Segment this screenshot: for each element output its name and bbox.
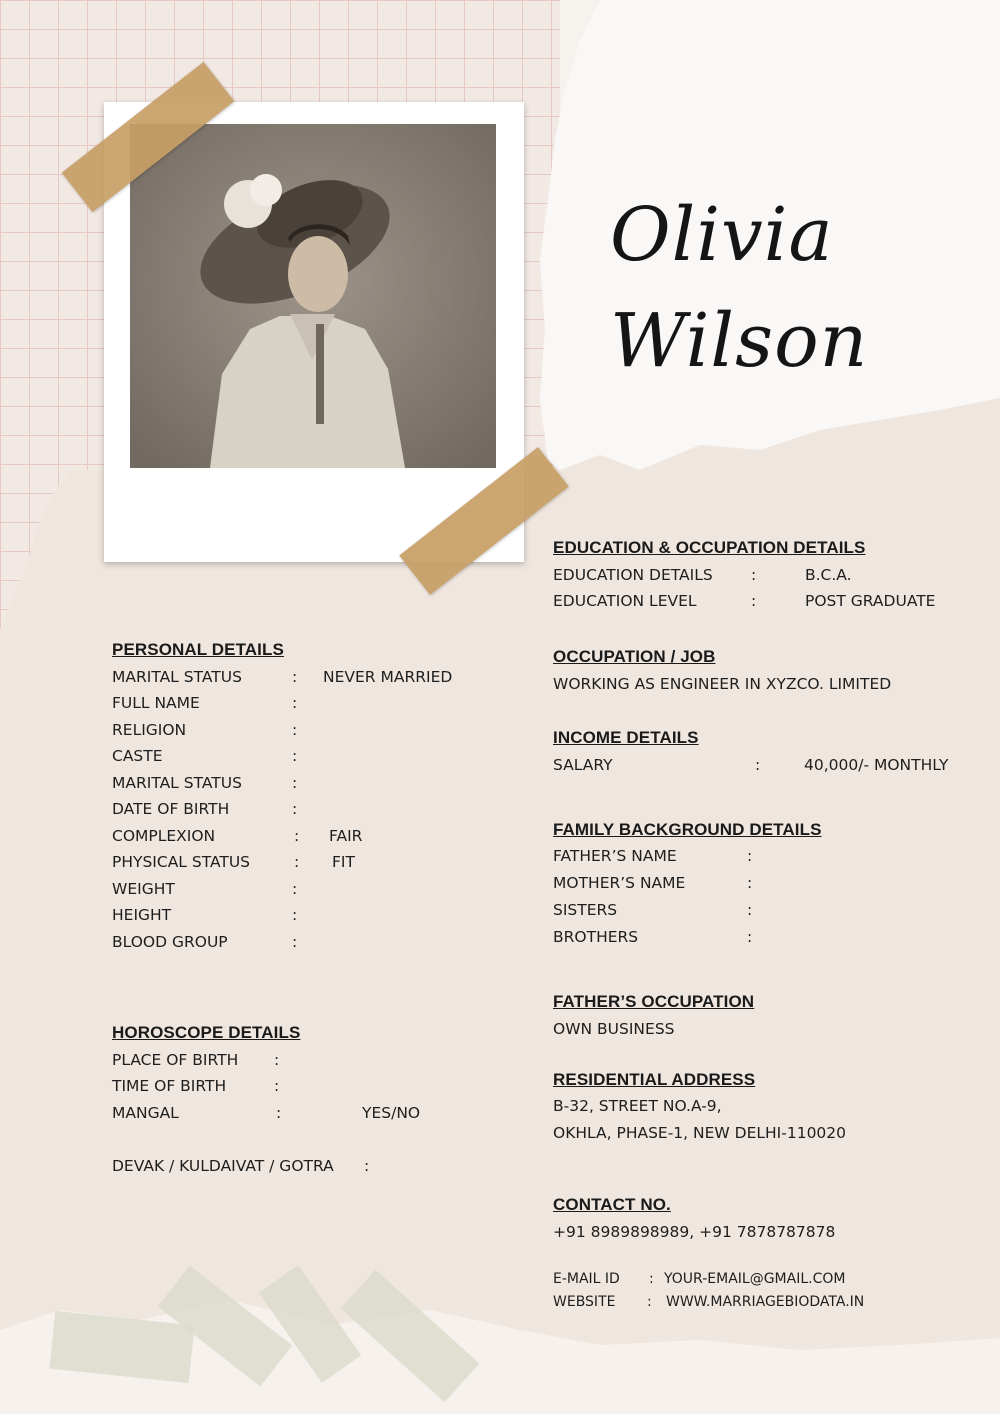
detail-row [112, 902, 492, 929]
detail-label: EDUCATION DETAILS [553, 565, 713, 584]
detail-label: FATHER’S NAME [553, 847, 677, 865]
portrait-photo [130, 124, 496, 468]
detail-separator: : [747, 901, 753, 919]
detail-separator: : [647, 1294, 652, 1310]
website-row [553, 1291, 973, 1314]
section-title: CONTACT NO. [553, 1195, 671, 1214]
detail-row [553, 843, 973, 870]
section-title: OCCUPATION / JOB [553, 647, 716, 666]
detail-separator: : [274, 1077, 280, 1095]
detail-row [112, 1073, 492, 1100]
detail-value: NEVER MARRIED [323, 667, 453, 686]
detail-label: SISTERS [553, 901, 618, 919]
detail-separator: : [292, 667, 298, 686]
detail-label: WEIGHT [112, 879, 175, 898]
detail-row [112, 823, 492, 850]
detail-separator: : [292, 800, 298, 818]
detail-separator: : [751, 592, 757, 610]
detail-row [112, 770, 492, 797]
section-title: FATHER’S OCCUPATION [553, 992, 755, 1011]
detail-row [553, 924, 973, 951]
section-title: HOROSCOPE DETAILS [112, 1023, 301, 1042]
address-line-1: B-32, STREET NO.A-9, [553, 1097, 722, 1115]
detail-row [553, 588, 973, 615]
contact-section [553, 1192, 973, 1245]
section-title: RESIDENTIAL ADDRESS [553, 1070, 756, 1089]
detail-value: FAIR [329, 826, 363, 845]
detail-label: MARITAL STATUS [112, 667, 242, 686]
detail-separator: : [747, 874, 753, 892]
detail-label: CASTE [112, 747, 163, 765]
gotra-row [112, 1153, 492, 1180]
detail-row [112, 796, 492, 823]
detail-separator: : [755, 755, 761, 774]
horoscope-details-section [112, 1020, 492, 1179]
detail-row [553, 562, 973, 589]
detail-row [112, 717, 492, 744]
detail-separator: : [364, 1156, 370, 1175]
detail-separator: : [294, 853, 300, 871]
section-title: PERSONAL DETAILS [112, 640, 284, 659]
detail-label: HEIGHT [112, 906, 172, 924]
occupation-section [553, 644, 973, 697]
detail-separator: : [276, 1103, 282, 1122]
section-title: INCOME DETAILS [553, 728, 699, 747]
detail-label: BROTHERS [553, 928, 639, 946]
detail-separator: : [292, 694, 298, 712]
detail-separator: : [292, 747, 298, 765]
detail-row [112, 876, 492, 903]
detail-label: BLOOD GROUP [112, 932, 228, 951]
detail-separator: : [294, 826, 300, 845]
detail-value: B.C.A. [805, 565, 852, 584]
detail-label: DATE OF BIRTH [112, 800, 230, 818]
email-label: E-MAIL ID [553, 1271, 620, 1287]
website-value[interactable]: WWW.MARRIAGEBIODATA.IN [666, 1294, 865, 1310]
detail-label: MANGAL [112, 1103, 179, 1122]
contact-phones: +91 8989898989, +91 7878787878 [553, 1222, 836, 1241]
detail-row [112, 1100, 492, 1127]
detail-separator: : [751, 565, 757, 584]
email-row [553, 1268, 973, 1291]
first-name-heading: Olivia [610, 192, 834, 278]
occupation-text: WORKING AS ENGINEER IN XYZCO. LIMITED [553, 674, 892, 693]
detail-label: SALARY [553, 755, 613, 774]
income-section [553, 725, 973, 778]
detail-row [112, 849, 492, 876]
detail-row [112, 929, 492, 956]
detail-separator: : [747, 928, 753, 946]
detail-value: POST GRADUATE [805, 592, 936, 610]
family-section [553, 816, 973, 951]
detail-separator: : [274, 1050, 280, 1069]
last-name-heading: Wilson [610, 298, 869, 384]
detail-label: MARITAL STATUS [112, 773, 242, 792]
detail-row [553, 752, 973, 779]
detail-label: FULL NAME [112, 694, 200, 712]
detail-label: PHYSICAL STATUS [112, 853, 251, 871]
detail-row [112, 664, 492, 691]
detail-row [112, 690, 492, 717]
detail-label: MOTHER’S NAME [553, 874, 686, 892]
detail-separator: : [292, 932, 298, 951]
detail-label: RELIGION [112, 720, 187, 739]
detail-separator: : [292, 906, 298, 924]
detail-value: YES/NO [362, 1103, 421, 1122]
detail-row [112, 743, 492, 770]
detail-separator: : [292, 773, 298, 792]
detail-row [553, 870, 973, 897]
father-occupation-section [553, 989, 973, 1042]
detail-label: TIME OF BIRTH [112, 1077, 227, 1095]
address-line-2: OKHLA, PHASE-1, NEW DELHI-110020 [553, 1124, 847, 1142]
detail-label: PLACE OF BIRTH [112, 1050, 239, 1069]
detail-value: FIT [332, 853, 355, 871]
section-title: EDUCATION & OCCUPATION DETAILS [553, 538, 866, 557]
detail-label: EDUCATION LEVEL [553, 592, 697, 610]
email-value[interactable]: YOUR-EMAIL@GMAIL.COM [664, 1271, 846, 1287]
detail-row [112, 1047, 492, 1074]
detail-row [553, 897, 973, 924]
detail-separator: : [747, 847, 753, 865]
gotra-label: DEVAK / KULDAIVAT / GOTRA [112, 1156, 334, 1175]
section-title: FAMILY BACKGROUND DETAILS [553, 820, 822, 839]
polaroid-frame [104, 102, 524, 562]
website-label: WEBSITE [553, 1294, 616, 1310]
detail-separator: : [649, 1271, 654, 1287]
detail-separator: : [292, 720, 298, 739]
father-occupation-text: OWN BUSINESS [553, 1019, 675, 1038]
personal-details-section [112, 637, 492, 955]
online-contact-section [553, 1268, 973, 1314]
detail-value: 40,000/- MONTHLY [804, 755, 949, 774]
address-section [553, 1066, 973, 1147]
detail-label: COMPLEXION [112, 826, 216, 845]
education-section [553, 535, 973, 615]
detail-separator: : [292, 879, 298, 898]
